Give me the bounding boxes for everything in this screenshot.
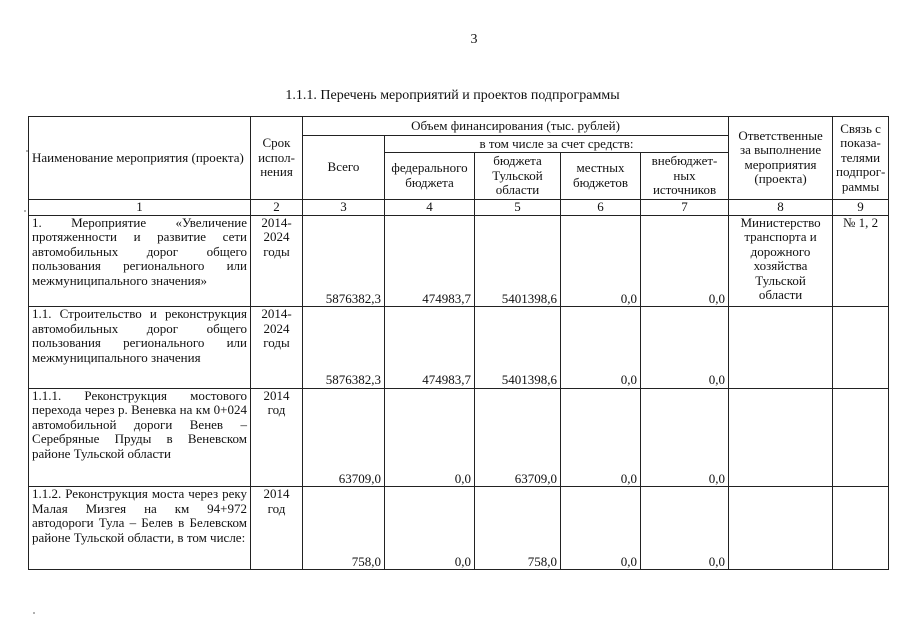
cell-responsible: Министерство транспорта и дорожного хозяйства Тульской области [729, 215, 833, 307]
column-number: 9 [833, 199, 889, 215]
measure-name-text: 1.1.2. Реконструкция моста через реку Малая Мизгея на км 94+972 автодороги Тула – Белев в Белевском районе Тульской области, в том числе: [32, 486, 247, 545]
measure-name [29, 388, 251, 487]
cell-regional: 758,0 [475, 487, 561, 570]
header-responsible: Ответственные за выполнение мероприятия (проекта) [729, 117, 833, 200]
measure-name-text: 1.1. Строительство и реконструкция автомобильных дорог общего пользования регионального или межмуниципального значения [32, 306, 247, 365]
table-row [29, 487, 889, 570]
column-number: 7 [641, 199, 729, 215]
page-number: 3 [470, 32, 478, 47]
column-number: 8 [729, 199, 833, 215]
column-number: 1 [29, 199, 251, 215]
cell-regional: 5401398,6 [475, 215, 561, 307]
cell-total: 758,0 [303, 487, 385, 570]
header-link: Связь с показа-телями подпрог-раммы [833, 117, 889, 200]
column-number: 2 [251, 199, 303, 215]
measures-table [28, 116, 889, 570]
measure-name-text: 1.1.1. Реконструкция мостового перехода через р. Веневка на км 0+024 автомобильной дороги Венев – Серебряные Пруды в Веневском районе Тульской области [32, 388, 247, 461]
cell-total: 5876382,3 [303, 215, 385, 307]
column-number: 6 [561, 199, 641, 215]
cell-local: 0,0 [561, 215, 641, 307]
cell-total: 5876382,3 [303, 307, 385, 389]
header-total: Всего [303, 136, 385, 199]
cell-responsible [729, 388, 833, 487]
header-regional: бюджета Тульской области [475, 153, 561, 199]
header-offbudget: внебюджет-ных источников [641, 153, 729, 199]
cell-federal: 474983,7 [385, 307, 475, 389]
measure-name [29, 215, 251, 307]
section-title: 1.1.1. Перечень мероприятий и проектов подпрограммы [285, 88, 620, 103]
table-row [29, 388, 889, 487]
cell-link [833, 487, 889, 570]
scan-speck [33, 612, 35, 614]
column-number: 5 [475, 199, 561, 215]
measure-term: 2014 год [251, 388, 303, 487]
scan-speck [24, 210, 26, 212]
column-number: 3 [303, 199, 385, 215]
scan-speck [26, 150, 28, 152]
cell-offbudget: 0,0 [641, 215, 729, 307]
header-federal: федерального бюджета [385, 153, 475, 199]
cell-responsible [729, 307, 833, 389]
cell-federal: 0,0 [385, 388, 475, 487]
measure-name-text: 1. Мероприятие «Увеличение протяженности и развитие сети автомобильных дорог общего пользования регионального или межмуниципального значения» [32, 215, 247, 288]
header-row [29, 117, 889, 136]
cell-local: 0,0 [561, 388, 641, 487]
cell-link [833, 388, 889, 487]
cell-regional: 5401398,6 [475, 307, 561, 389]
cell-total: 63709,0 [303, 388, 385, 487]
cell-offbudget: 0,0 [641, 388, 729, 487]
cell-offbudget: 0,0 [641, 307, 729, 389]
measure-term: 2014-2024 годы [251, 307, 303, 389]
header-including: в том числе за счет средств: [385, 136, 729, 153]
table-row [29, 307, 889, 389]
header-local: местных бюджетов [561, 153, 641, 199]
header-term: Срок испол-нения [251, 117, 303, 200]
cell-offbudget: 0,0 [641, 487, 729, 570]
header-funding: Объем финансирования (тыс. рублей) [303, 117, 729, 136]
header-name: Наименование мероприятия (проекта) [29, 117, 251, 200]
cell-local: 0,0 [561, 487, 641, 570]
cell-regional: 63709,0 [475, 388, 561, 487]
cell-federal: 474983,7 [385, 215, 475, 307]
measure-name [29, 307, 251, 389]
cell-link: № 1, 2 [833, 215, 889, 307]
cell-local: 0,0 [561, 307, 641, 389]
cell-responsible [729, 487, 833, 570]
measure-term: 2014 год [251, 487, 303, 570]
measure-name [29, 487, 251, 570]
column-number: 4 [385, 199, 475, 215]
cell-link [833, 307, 889, 389]
cell-federal: 0,0 [385, 487, 475, 570]
table-row [29, 215, 889, 307]
measure-term: 2014-2024 годы [251, 215, 303, 307]
column-numbers-row [29, 199, 889, 215]
